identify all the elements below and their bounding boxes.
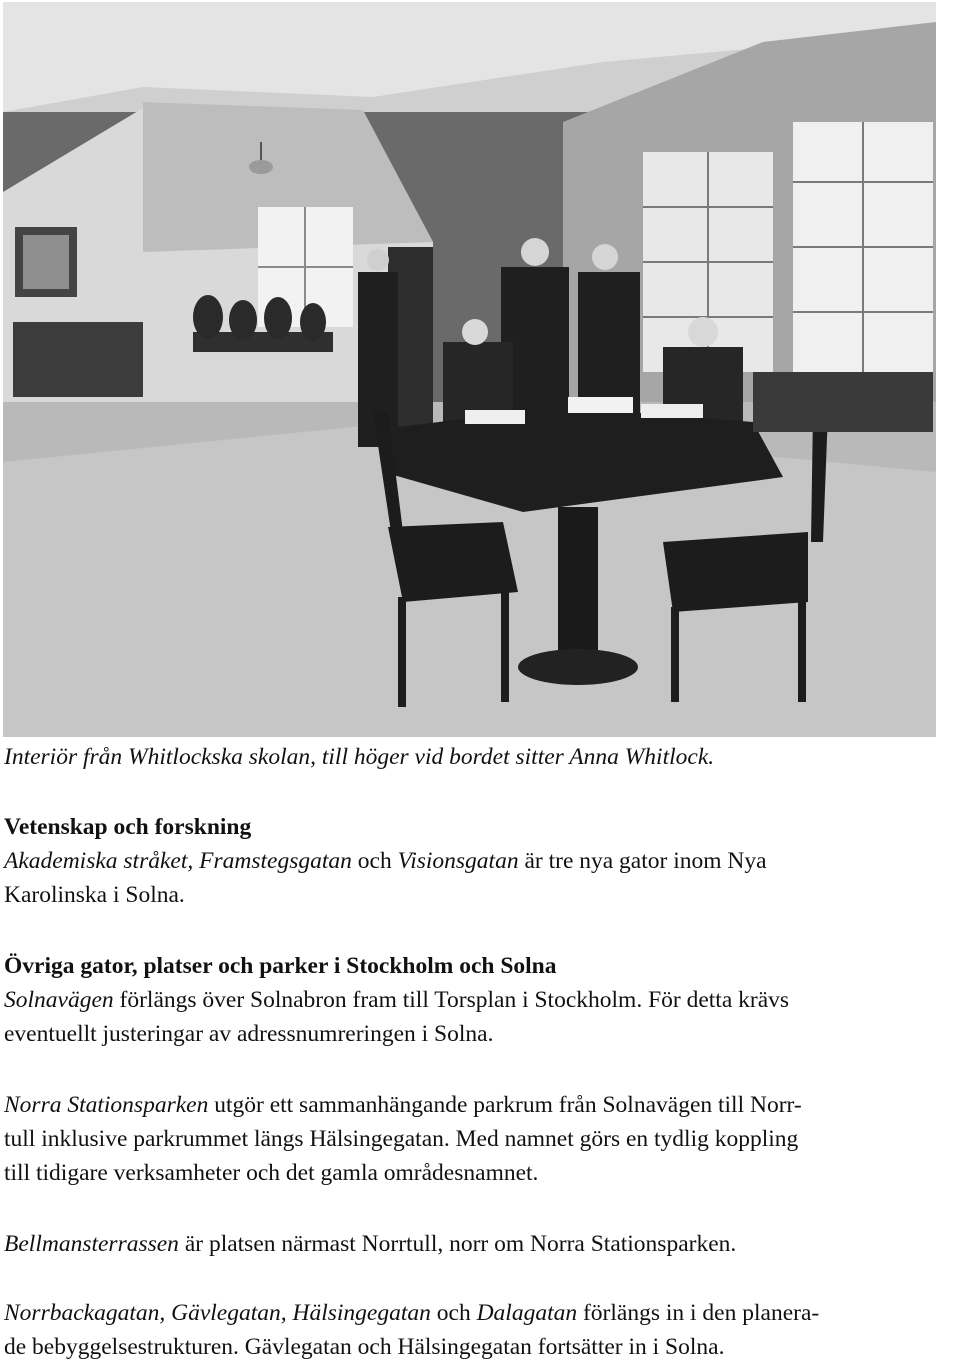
paragraph-line: till tidigare verksamheter och det gamla områdesnamnet. xyxy=(4,1160,539,1186)
paragraph-norrbackagatan xyxy=(4,1296,954,1364)
paragraph-line xyxy=(4,983,954,1017)
text-run: är tre nya gator inom Nya xyxy=(518,848,767,874)
section-heading: Övriga gator, platser och parker i Stockholm och Solna xyxy=(4,953,557,979)
street-name: Dalagatan xyxy=(476,1300,578,1326)
park-name: Norra Stationsparken xyxy=(4,1092,209,1118)
section-ovriga xyxy=(4,949,954,1051)
street-name: Solnavägen xyxy=(4,987,114,1013)
text-run: utgör ett sammanhängande parkrum från Solnavägen till Norr- xyxy=(208,1092,802,1118)
paragraph-line xyxy=(4,1088,954,1122)
section-vetenskap xyxy=(4,810,954,912)
paragraph-bellmansterrassen xyxy=(4,1227,954,1261)
paragraph-norra-stationsparken xyxy=(4,1088,954,1190)
paragraph-line: Karolinska i Solna. xyxy=(4,882,185,908)
street-name: Akademiska stråket, Framstegsgatan xyxy=(4,848,352,874)
street-name: Norrbackagatan, Gävlegatan, Hälsingegatan xyxy=(4,1300,431,1326)
paragraph-line xyxy=(4,844,954,878)
paragraph-line xyxy=(4,1296,954,1330)
text-run: och xyxy=(430,1300,477,1326)
text-run: och xyxy=(351,848,398,874)
street-name: Visionsgatan xyxy=(397,848,519,874)
text-run: är platsen närmast Norrtull, norr om Norra Stationsparken. xyxy=(178,1231,737,1257)
photo-caption: Interiör från Whitlockska skolan, till höger vid bordet sitter Anna Whitlock. xyxy=(4,744,715,770)
text-run: förlängs över Solnabron fram till Torsplan i Stockholm. För detta krävs xyxy=(113,987,790,1013)
interior-photo xyxy=(3,2,936,737)
text-run: förlängs in i den planera- xyxy=(577,1300,820,1326)
paragraph-line: de bebyggelsestrukturen. Gävlegatan och Hälsingegatan fortsätter in i Solna. xyxy=(4,1334,725,1360)
section-heading: Vetenskap och forskning xyxy=(4,814,252,840)
paragraph-line xyxy=(4,1227,954,1261)
place-name: Bellmansterrassen xyxy=(4,1231,179,1257)
paragraph-line: eventuellt justeringar av adressnumreringen i Solna. xyxy=(4,1021,494,1047)
paragraph-line: tull inklusive parkrummet längs Hälsingegatan. Med namnet görs en tydlig koppling xyxy=(4,1126,799,1152)
